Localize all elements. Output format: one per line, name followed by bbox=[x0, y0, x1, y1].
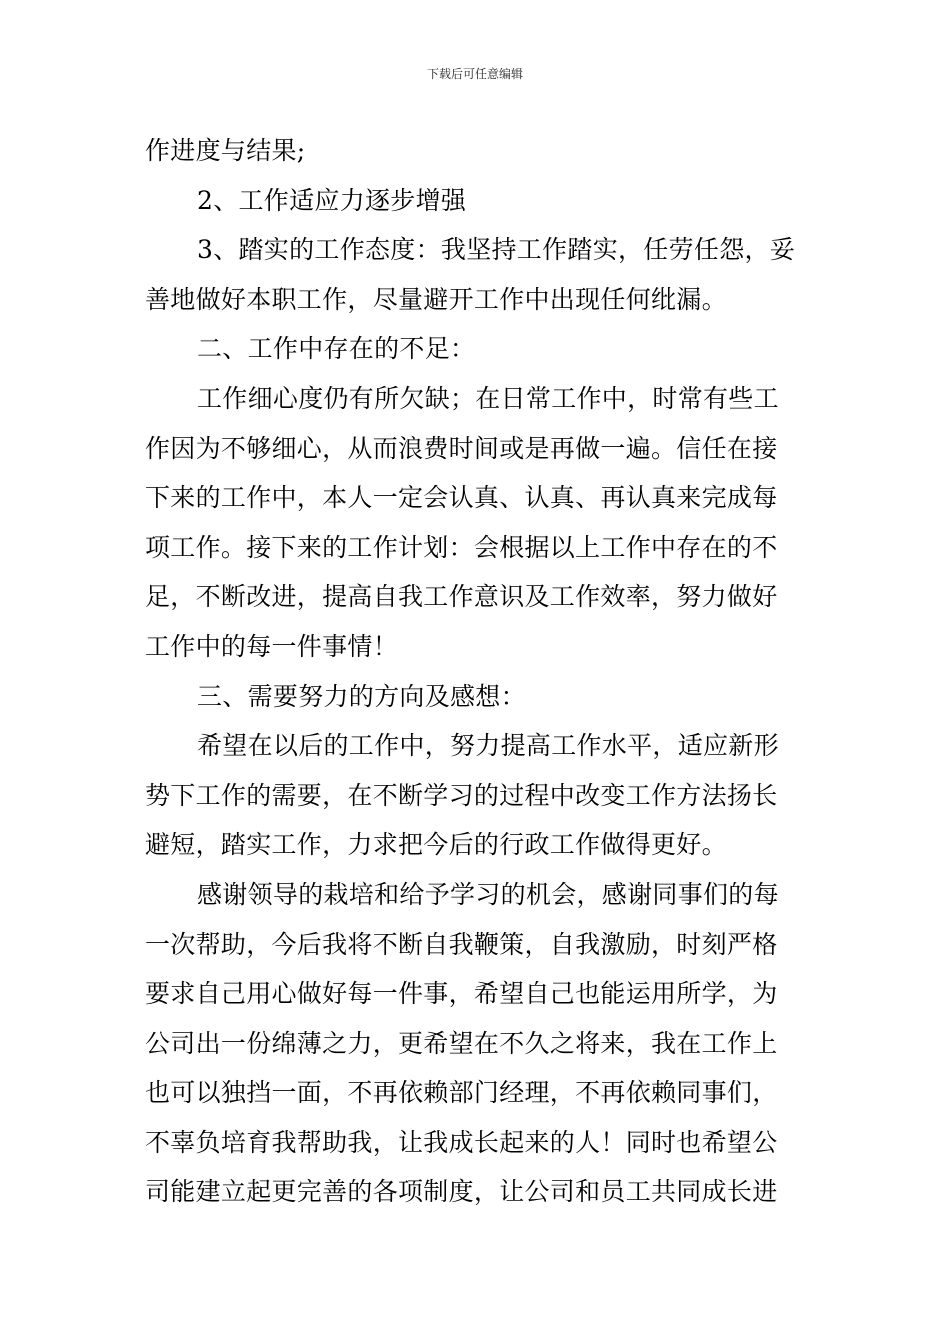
text-line: 希望在以后的工作中，努力提高工作水平，适应新形 bbox=[197, 731, 779, 761]
text-line: 下来的工作中，本人一定会认真、认真、再认真来完成每 bbox=[145, 483, 778, 513]
document-body bbox=[145, 126, 809, 1217]
text-line: 也可以独挡一面，不再依赖部门经理，不再依赖同事们， bbox=[145, 1078, 778, 1108]
text-line: 不辜负培育我帮助我，让我成长起来的人！同时也希望公 bbox=[145, 1127, 778, 1157]
text-line: 司能建立起更完善的各项制度，让公司和员工共同成长进 bbox=[145, 1177, 778, 1207]
text-line: 二、工作中存在的不足： bbox=[197, 334, 476, 364]
text-line: 作因为不够细心，从而浪费时间或是再做一遍。信任在接 bbox=[145, 433, 778, 463]
text-line: 公司出一份绵薄之力，更希望在不久之将来，我在工作上 bbox=[145, 1028, 778, 1058]
text-line: 避短，踏实工作，力求把今后的行政工作做得更好。 bbox=[145, 830, 727, 860]
text-line: 要求自己用心做好每一件事，希望自己也能运用所学，为 bbox=[145, 979, 778, 1009]
text-line: 感谢领导的栽培和给予学习的机会，感谢同事们的每 bbox=[197, 879, 779, 909]
text-line: 足，不断改进，提高自我工作意识及工作效率，努力做好 bbox=[145, 582, 778, 612]
text-line: 3、踏实的工作态度：我坚持工作踏实，任劳任怨，妥 bbox=[197, 235, 796, 265]
page-header: 下载后可任意编辑 bbox=[426, 67, 523, 81]
text-line: 善地做好本职工作，尽量避开工作中出现任何纰漏。 bbox=[145, 284, 727, 314]
text-line: 工作中的每一件事情！ bbox=[145, 631, 399, 661]
text-line: 势下工作的需要，在不断学习的过程中改变工作方法扬长 bbox=[145, 780, 778, 810]
text-line: 2、工作适应力逐步增强 bbox=[197, 185, 467, 215]
text-line: 三、需要努力的方向及感想： bbox=[197, 681, 526, 711]
text-line: 项工作。接下来的工作计划：会根据以上工作中存在的不 bbox=[145, 532, 778, 562]
text-line: 工作细心度仍有所欠缺；在日常工作中，时常有些工 bbox=[197, 383, 779, 413]
text-line: 作进度与结果; bbox=[145, 136, 306, 165]
text-line: 一次帮助，今后我将不断自我鞭策，自我激励，时刻严格 bbox=[145, 929, 778, 959]
